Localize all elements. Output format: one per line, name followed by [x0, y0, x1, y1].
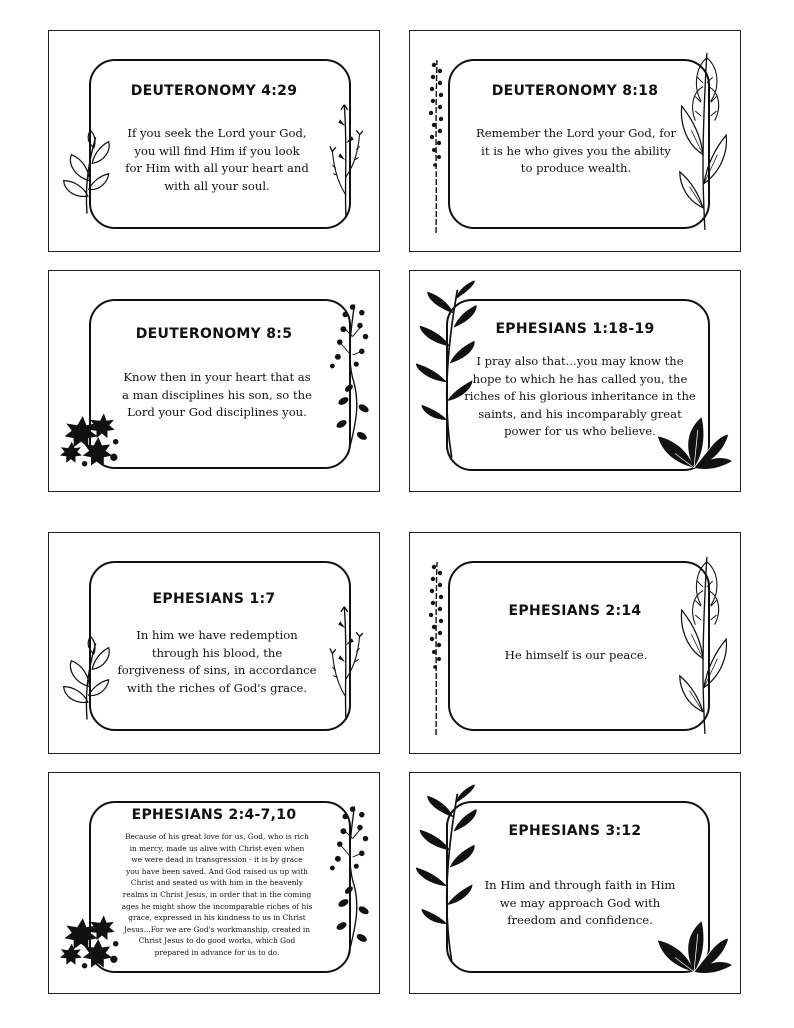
card-title: EPHESIANS 1:7	[152, 591, 276, 607]
card-title: EPHESIANS 2:14	[508, 603, 642, 619]
card-title: DEUTERONOMY 8:18	[491, 83, 659, 99]
leafy-sprig-illustration	[61, 123, 113, 221]
wheat-illustration	[674, 45, 732, 235]
card-title: EPHESIANS 1:18-19	[495, 321, 655, 337]
leafy-sprig-illustration	[61, 629, 113, 727]
scripture-card	[409, 772, 741, 994]
twig-illustration	[329, 85, 363, 235]
berry-branch-illustration	[325, 293, 371, 463]
card-title: EPHESIANS 3:12	[508, 823, 642, 839]
wheat-illustration	[674, 549, 732, 739]
scripture-card	[48, 270, 380, 492]
dotted-spike-illustration	[422, 557, 452, 737]
verse-text: Know then in your heart that as a man disciplines his son, so the Lord your God disciplines you.	[122, 370, 312, 419]
card-title: EPHESIANS 2:4-7,10	[131, 807, 297, 823]
verse-text: In Him and through faith in Him we may approach God with freedom and confidence.	[484, 878, 676, 927]
card-title: DEUTERONOMY 8:5	[135, 326, 293, 342]
olive-branch-illustration	[414, 781, 480, 967]
scripture-card	[409, 30, 741, 252]
scripture-card	[409, 532, 741, 754]
scripture-card	[48, 772, 380, 994]
verse-text: I pray also that...you may know the hope to which he has called you, the riches of his glorious inheritance in the saints, and his incomparably great power for us who believe.	[464, 354, 696, 438]
scripture-card	[48, 30, 380, 252]
card-frame	[448, 561, 710, 731]
dotted-spike-illustration	[422, 55, 452, 235]
verse-text: If you seek the Lord your God, you will find Him if you look for Him with all your heart and with all your soul.	[125, 126, 309, 193]
twig-illustration	[329, 587, 363, 737]
verse-text: Remember the Lord your God, for it is he who gives you the ability to produce wealth.	[475, 126, 677, 175]
verse-text: He himself is our peace.	[504, 648, 648, 662]
verse-text: In him we have redemption through his blood, the forgiveness of sins, in accordance with the riches of God's grace.	[117, 628, 317, 695]
scripture-card	[409, 270, 741, 492]
scripture-card	[48, 532, 380, 754]
verse-text: Because of his great love for us, God, who is rich in mercy, made us alive with Christ even when we were dead in transgression - it is by grace you have been saved. And God raised us up with Christ and seated us with him in the heavenly realms in Christ Jesus, in order that in the coming ages he might show the incomparable riches of his grace, expressed in his kindness to us in Christ Jesus...For we are God's workmanship, created in Christ Jesus to do good works, which God prepared in advance for us to do.	[121, 832, 313, 957]
card-title: DEUTERONOMY 4:29	[130, 83, 298, 99]
